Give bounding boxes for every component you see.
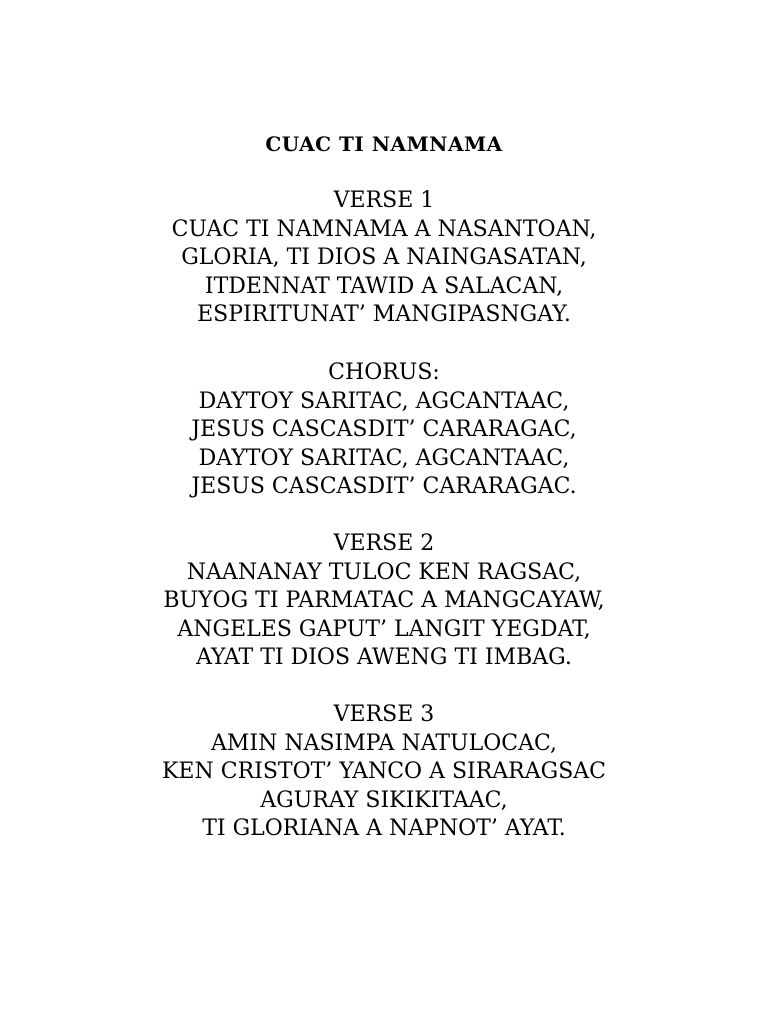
verse-2-heading: VERSE 2 xyxy=(333,531,435,556)
chorus-line-1: DAYTOY SARITAC, AGCANTAAC, xyxy=(198,388,570,414)
chorus-block xyxy=(0,359,768,502)
verse-3-line-4: TI GLORIANA A NAPNOT’ AYAT. xyxy=(202,816,566,842)
verse-1-block xyxy=(0,187,768,330)
verse-1-line-4: ESPIRITUNAT’ MANGIPASNGAY. xyxy=(197,302,571,328)
chorus-line-2: JESUS CASCASDIT’ CARARAGAC, xyxy=(191,417,577,443)
verse-1-line-2: GLORIA, TI DIOS A NAINGASATAN, xyxy=(181,245,587,271)
verse-3-heading: VERSE 3 xyxy=(333,702,435,727)
verse-3-line-1: AMIN NASIMPA NATULOCAC, xyxy=(211,730,557,756)
verse-2-line-4: AYAT TI DIOS AWENG TI IMBAG. xyxy=(196,645,572,671)
song-title: CUAC TI NAMNAMA xyxy=(265,132,503,156)
verse-2-line-1: NAANANAY TULOC KEN RAGSAC, xyxy=(186,559,582,585)
verse-2-line-3: ANGELES GAPUT’ LANGIT YEGDAT, xyxy=(177,616,591,642)
verse-3-line-2: KEN CRISTOT’ YANCO A SIRARAGSAC xyxy=(162,759,606,785)
verse-2-line-2: BUYOG TI PARMATAC A MANGCAYAW, xyxy=(163,588,605,614)
chorus-heading: CHORUS: xyxy=(328,360,440,385)
verse-3-line-3: AGURAY SIKIKITAAC, xyxy=(260,787,508,813)
verse-1-line-3: ITDENNAT TAWID A SALACAN, xyxy=(204,273,564,299)
chorus-line-4: JESUS CASCASDIT’ CARARAGAC. xyxy=(191,474,577,500)
verse-1-line-1: CUAC TI NAMNAMA A NASANTOAN, xyxy=(171,216,597,242)
verse-3-block xyxy=(0,701,768,844)
verse-1-heading: VERSE 1 xyxy=(333,188,435,213)
verse-2-block xyxy=(0,530,768,673)
chorus-line-3: DAYTOY SARITAC, AGCANTAAC, xyxy=(198,445,570,471)
